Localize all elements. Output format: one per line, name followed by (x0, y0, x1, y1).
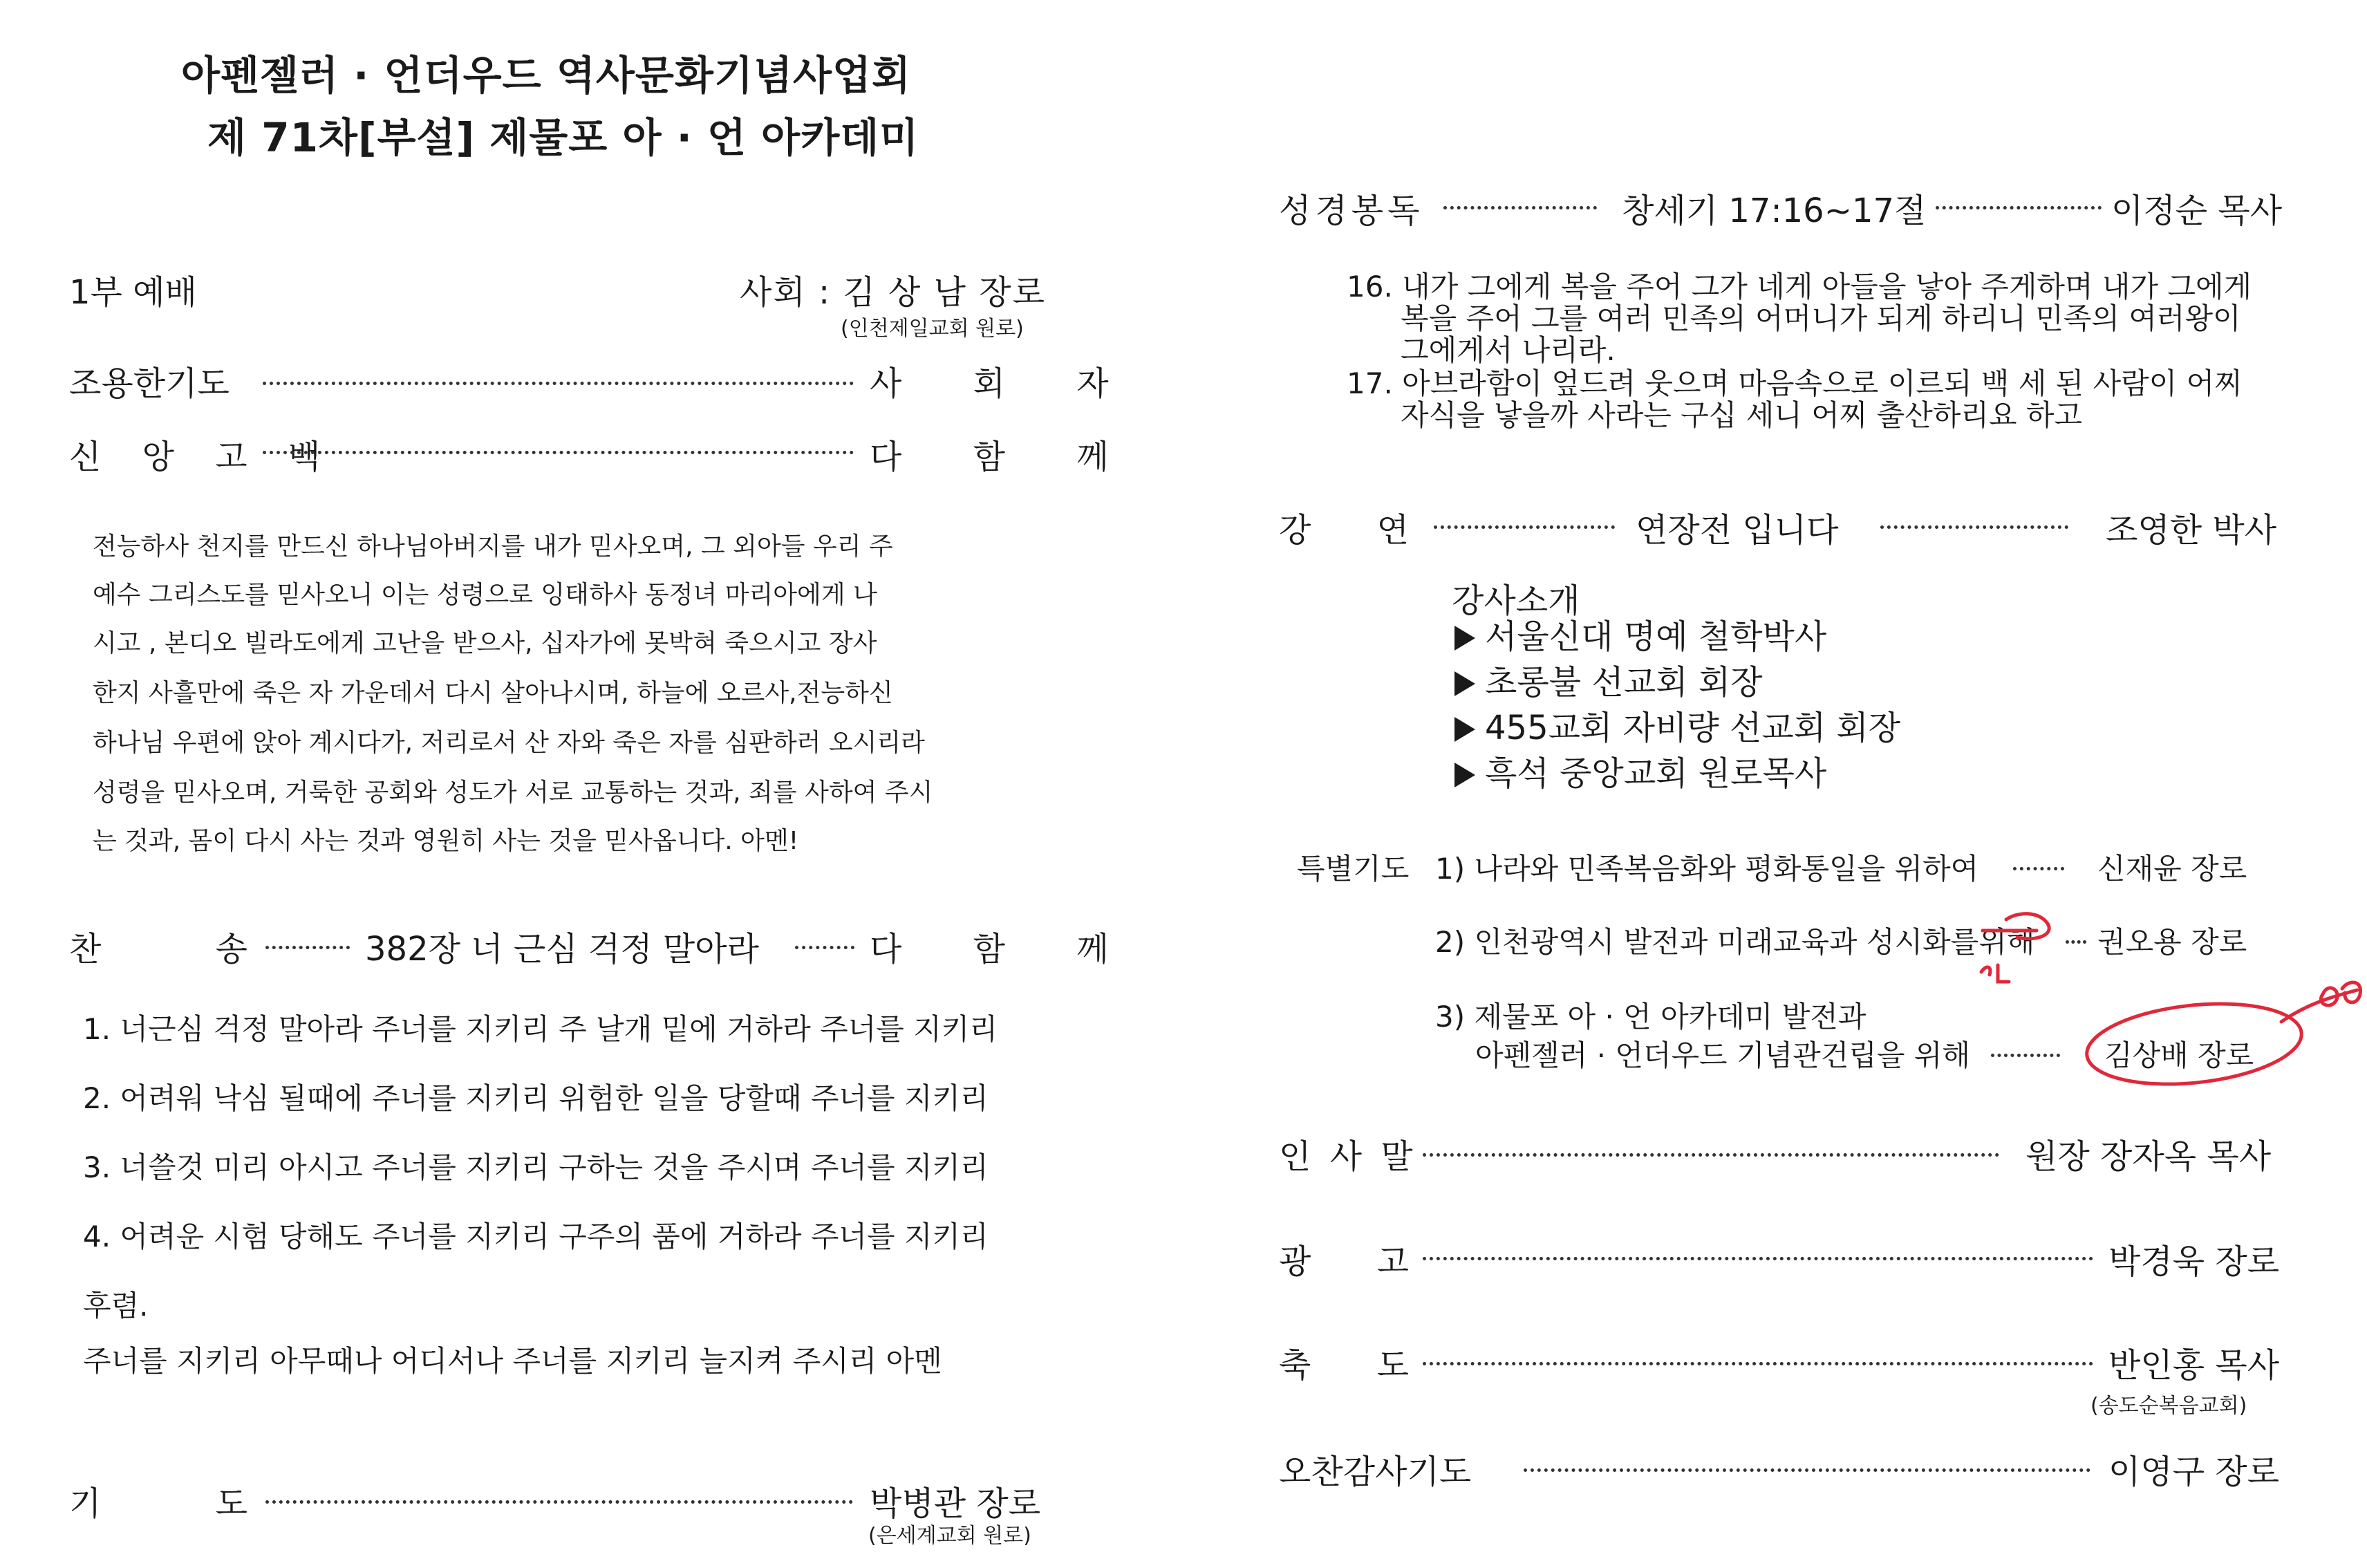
creed-text-line: 한지 사흘만에 죽은 자 가운데서 다시 살아나시며, 하늘에 오르사,전능하신 (93, 679, 893, 707)
hymn-title: 382장 너 근심 걱정 말아라 (365, 930, 759, 969)
red-note-mark (1981, 965, 2009, 982)
creed-text-line: 시고 , 본디오 빌라도에게 고난을 받으사, 십자가에 못박혀 죽으시고 장사 (93, 629, 877, 657)
lunch-prayer-label: 오찬감사기도 (1279, 1453, 1472, 1491)
special-prayer-leader: 권오용 장로 (2097, 925, 2247, 959)
greeting-leader: 원장 장자옥 목사 (2025, 1137, 2272, 1176)
red-correction-mark (2006, 914, 2049, 939)
special-prayer-item: 2) 인천광역시 발전과 미래교육과 성시화를위해 (1435, 925, 2035, 959)
lecture-title: 연장전 입니다 (1636, 511, 1839, 550)
hymn-refrain-label: 후렴. (83, 1289, 149, 1323)
lecture-leader: 조영한 박사 (2106, 511, 2277, 550)
reading-verse: 17. 아브라함이 엎드려 웃으며 마음속으로 이르되 백 세 된 사람이 어찌 (1347, 366, 2243, 400)
reading-ref: 창세기 17:16~17절 (1622, 192, 1927, 230)
part1-label: 1부 예배 (69, 273, 197, 312)
reading-verse: 자식을 낳을까 사라는 구십 세니 어찌 출산하리요 하고 (1401, 398, 2083, 432)
speaker-intro-item: 서울신대 명예 철학박사 (1454, 614, 1826, 660)
host-line: 사회 : 김 상 남 장로 (740, 273, 1047, 312)
creed-text-line: 예수 그리스도를 믿사오니 이는 성령으로 잉태하사 동정녀 마리아에게 나 (93, 581, 877, 609)
special-prayer-label: 특별기도 (1297, 852, 1410, 886)
lunch-prayer-leader: 이영구 장로 (2108, 1453, 2280, 1491)
benediction-leader: 반인홍 목사 (2108, 1346, 2280, 1385)
speaker-intro-label: 강사소개 (1452, 581, 1580, 620)
hymn-verse: 2. 어려워 낙심 될때에 주너를 지키리 위험한 일을 당할때 주너를 지키리 (83, 1081, 989, 1115)
hymn-leader: 다 함 께 (870, 930, 1139, 969)
speaker-intro-item: 흑석 중앙교회 원로목사 (1454, 751, 1826, 796)
reading-verse: 그에게서 나리라. (1401, 333, 1616, 367)
hymn-verse: 3. 너쓸것 미리 아시고 주너를 지키리 구하는 것을 주시며 주너를 지키리 (83, 1150, 989, 1184)
greeting-label: 인 사 말 (1279, 1137, 1417, 1176)
red-circle-mark (2083, 994, 2305, 1094)
hymn-label: 찬 송 (69, 930, 247, 969)
creed-leader: 다 함 께 (870, 438, 1139, 476)
speaker-intro-item: 455교회 자비량 선교회 회장 (1454, 705, 1900, 751)
prayer-note: (은세계교회 원로) (868, 1524, 1031, 1548)
host-note: (인천제일교회 원로) (841, 317, 1024, 341)
special-prayer-item-cont: 아펜젤러 · 언더우드 기념관건립을 위해 (1475, 1038, 1970, 1072)
prayer-label: 기 도 (69, 1484, 247, 1523)
hymn-refrain: 주너를 지키리 아무때나 어디서나 주너를 지키리 늘지켜 주시리 아멘 (83, 1344, 942, 1378)
hymn-verse: 4. 어려운 시험 당해도 주너를 지키리 구주의 품에 거하라 주너를 지키리 (83, 1220, 989, 1253)
silent-prayer-leader: 사 회 자 (870, 364, 1139, 403)
benediction-note: (송도순복음교회) (2090, 1394, 2247, 1418)
creed-label: 신 앙 고 백 (69, 438, 336, 476)
creed-text-line: 성령을 믿사오며, 거룩한 공회와 성도가 서로 교통하는 것과, 죄를 사하여 주시 (93, 778, 933, 807)
special-prayer-leader: 신재윤 장로 (2097, 852, 2247, 886)
lecture-label: 강 연 (1279, 511, 1409, 550)
announcement-leader: 박경욱 장로 (2108, 1242, 2280, 1281)
reading-leader: 이정순 목사 (2111, 192, 2283, 230)
prayer-leader: 박병관 장로 (870, 1484, 1041, 1523)
creed-text-line: 는 것과, 몸이 다시 사는 것과 영원히 사는 것을 믿사옵니다. 아멘! (93, 827, 799, 855)
reading-verse: 16. 내가 그에게 복을 주어 그가 네게 아들을 낳아 주게하며 내가 그에게 (1347, 270, 2252, 304)
title-line-2: 제 71차[부설] 제물포 아 · 언 아카데미 (207, 114, 919, 161)
title-line-1: 아펜젤러 · 언더우드 역사문화기념사업회 (181, 52, 912, 99)
reading-verse: 복을 주어 그를 여러 민족의 어머니가 되게 하리니 민족의 여러왕이 (1401, 301, 2241, 335)
announcement-label: 광 고 (1279, 1242, 1409, 1281)
special-prayer-leader: 김상배 장로 (2104, 1038, 2254, 1072)
hymn-verse: 1. 너근심 걱정 말아라 주너를 지키리 주 날개 밑에 거하라 주너를 지키리 (83, 1012, 998, 1046)
creed-text-line: 하나님 우편에 앉아 계시다가, 저리로서 산 자와 죽은 자를 심판하러 오시리라 (93, 729, 925, 757)
special-prayer-item: 1) 나라와 민족복음화와 평화통일을 위하여 (1435, 852, 1979, 886)
silent-prayer-label: 조용한기도 (69, 364, 230, 403)
speaker-intro-item: 초롱불 선교회 회장 (1454, 660, 1762, 705)
benediction-label: 축 도 (1279, 1346, 1409, 1385)
special-prayer-item: 3) 제물포 아 · 언 아카데미 발전과 (1435, 1000, 1867, 1034)
reading-label: 성경봉독 (1279, 192, 1424, 230)
creed-text-line: 전능하사 천지를 만드신 하나님아버지를 내가 믿사오며, 그 외아들 우리 주 (93, 532, 893, 561)
